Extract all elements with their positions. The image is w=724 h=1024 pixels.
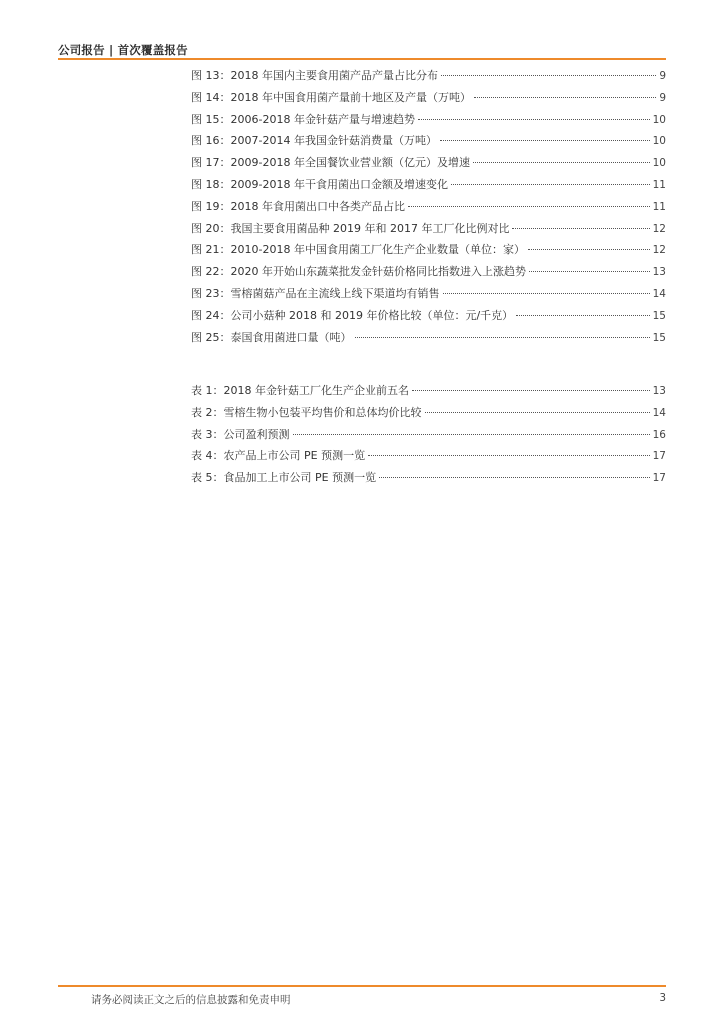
toc-entry-title: 表 3：公司盈利预测 — [191, 427, 290, 441]
dot-leader — [451, 184, 650, 185]
toc-entry[interactable] — [191, 198, 666, 220]
dot-leader — [441, 75, 656, 76]
dot-leader — [529, 271, 650, 272]
dot-leader — [474, 97, 656, 98]
toc-entry-title: 图 25：泰国食用菌进口量（吨） — [191, 330, 352, 344]
dot-leader — [293, 434, 650, 435]
dot-leader — [528, 249, 650, 250]
toc-entry-title: 表 2：雪榕生物小包装平均售价和总体均价比较 — [191, 405, 422, 419]
toc-entry-title: 表 5：食品加工上市公司 PE 预测一览 — [191, 471, 377, 485]
toc-entry-page: 10 — [652, 157, 666, 170]
toc-entry-title: 图 18：2009-2018 年干食用菌出口金额及增速变化 — [191, 177, 448, 191]
toc-entry[interactable] — [191, 263, 666, 285]
dot-leader — [443, 293, 650, 294]
toc-entry[interactable] — [191, 426, 666, 448]
toc-entry-title: 表 1：2018 年金针菇工厂化生产企业前五名 — [191, 384, 409, 397]
toc-entry-page: 10 — [652, 135, 666, 148]
table-list — [191, 382, 666, 491]
toc-entry[interactable] — [191, 307, 666, 329]
dot-leader — [425, 412, 650, 413]
dot-leader — [418, 119, 650, 120]
toc-entry-page: 17 — [652, 472, 666, 485]
report-header: 公司报告 | 首次覆盖报告 — [58, 43, 188, 57]
dot-leader — [412, 390, 650, 391]
dot-leader — [440, 140, 650, 141]
dot-leader — [408, 206, 650, 207]
toc-entry-title: 图 21：2010-2018 年中国食用菌工厂化生产企业数量（单位：家） — [191, 243, 525, 257]
toc-entry-page: 11 — [652, 178, 666, 191]
dot-leader — [355, 337, 650, 338]
toc-entry-page: 11 — [652, 200, 666, 213]
toc-entry[interactable] — [191, 176, 666, 198]
toc-entry-title: 图 17：2009-2018 年全国餐饮业营业额（亿元）及增速 — [191, 156, 470, 170]
toc-entry-page: 15 — [652, 309, 666, 322]
toc-entry[interactable] — [191, 285, 666, 307]
toc-entry-title: 图 14：2018 年中国食用菌产量前十地区及产量（万吨） — [191, 90, 471, 104]
toc-entry[interactable] — [191, 241, 666, 263]
page-number: 3 — [659, 992, 666, 1004]
toc-entry[interactable] — [191, 469, 666, 491]
toc-entry-title: 图 19：2018 年食用菌出口中各类产品占比 — [191, 199, 405, 213]
toc-entry-page: 13 — [652, 266, 666, 279]
toc-entry-title: 图 15：2006-2018 年金针菇产量与增速趋势 — [191, 112, 415, 126]
footer-divider — [58, 985, 666, 987]
toc-entry[interactable] — [191, 132, 666, 154]
dot-leader — [368, 455, 650, 456]
toc-entry[interactable] — [191, 67, 666, 89]
toc-entry[interactable] — [191, 89, 666, 111]
toc-entry-page: 9 — [659, 91, 666, 104]
header-divider — [58, 58, 666, 60]
toc-entry-title: 图 13：2018 年国内主要食用菌产品产量占比分布 — [191, 69, 438, 82]
toc-entry-title: 图 24：公司小菇种 2018 和 2019 年价格比较（单位：元/千克） — [191, 308, 514, 322]
footer-disclaimer: 请务必阅读正文之后的信息披露和免责申明 — [91, 994, 291, 1006]
toc-entry[interactable] — [191, 404, 666, 426]
toc-entry[interactable] — [191, 382, 666, 404]
toc-entry[interactable] — [191, 447, 666, 469]
toc-entry-title: 表 4：农产品上市公司 PE 预测一览 — [191, 449, 366, 463]
toc-entry-title: 图 16：2007-2014 年我国金针菇消费量（万吨） — [191, 134, 437, 148]
toc-entry[interactable] — [191, 220, 666, 242]
dot-leader — [516, 315, 649, 316]
toc-entry[interactable] — [191, 111, 666, 133]
toc-entry-page: 15 — [652, 331, 666, 344]
toc-entry-page: 17 — [652, 450, 666, 463]
toc-entry-page: 14 — [652, 406, 666, 419]
toc-entry[interactable] — [191, 329, 666, 351]
toc-entry-title: 图 20：我国主要食用菌品种 2019 年和 2017 年工厂化比例对比 — [191, 221, 510, 235]
toc-entry-page: 14 — [652, 287, 666, 300]
toc-entry-page: 12 — [652, 244, 666, 257]
dot-leader — [512, 228, 649, 229]
toc-entry-title: 图 23：雪榕菌菇产品在主流线上线下渠道均有销售 — [191, 286, 440, 300]
toc-entry-page: 10 — [652, 113, 666, 126]
toc-entry-page: 12 — [652, 222, 666, 235]
toc-entry-page: 16 — [652, 428, 666, 441]
toc-entry-title: 图 22：2020 年开始山东蔬菜批发金针菇价格同比指数进入上涨趋势 — [191, 265, 526, 279]
toc-entry-page: 9 — [659, 70, 666, 82]
toc-entry[interactable] — [191, 154, 666, 176]
figure-list — [191, 67, 666, 350]
dot-leader — [379, 477, 650, 478]
dot-leader — [473, 162, 650, 163]
toc-entry-page: 13 — [652, 385, 666, 397]
